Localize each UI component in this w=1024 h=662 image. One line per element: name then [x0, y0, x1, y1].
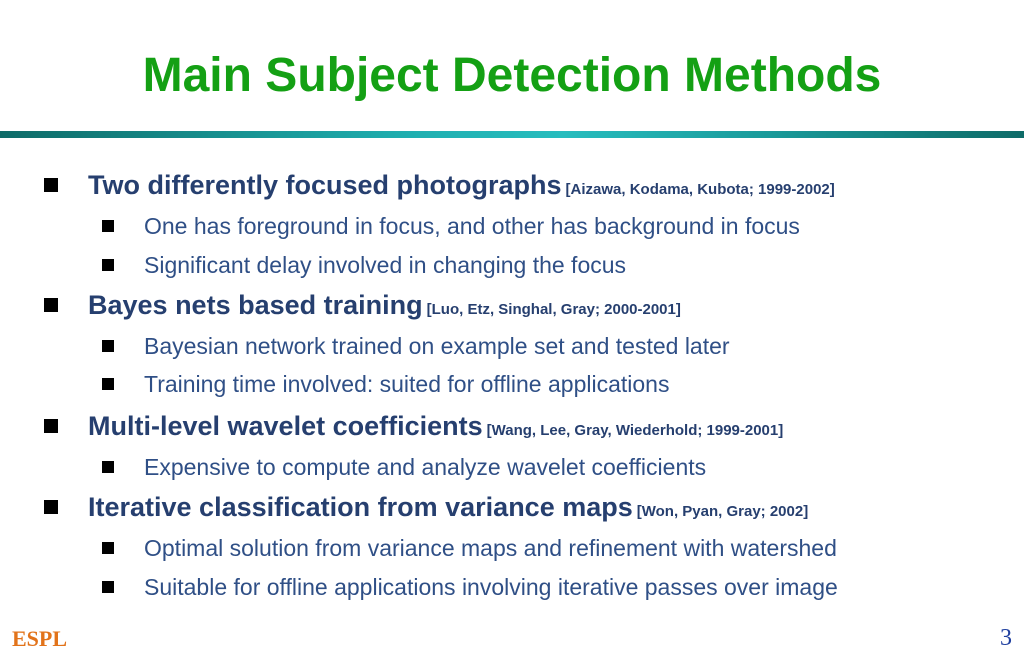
square-bullet-icon	[102, 542, 114, 554]
bullet-item-reference: [Wang, Lee, Gray, Wiederhold; 1999-2001]	[486, 422, 784, 439]
square-bullet-icon	[44, 298, 58, 312]
bullet-item-text: Iterative classification from variance maps	[88, 492, 633, 522]
square-bullet-icon	[102, 581, 114, 593]
sub-bullet-item-text: Training time involved: suited for offline applications	[144, 371, 670, 397]
bullet-item-reference: [Luo, Etz, Singhal, Gray; 2000-2001]	[426, 301, 681, 318]
bullet-item-text: Bayes nets based training	[88, 290, 423, 320]
sub-bullet-item-text: One has foreground in focus, and other has background in focus	[144, 213, 800, 239]
bullet-item-text: Multi-level wavelet coefficients	[88, 411, 483, 441]
sub-bullet-item-text: Expensive to compute and analyze wavelet coefficients	[144, 454, 707, 480]
square-bullet-icon	[44, 419, 58, 433]
square-bullet-icon	[44, 178, 58, 192]
title-divider	[0, 131, 1024, 138]
bullet-item-reference: [Aizawa, Kodama, Kubota; 1999-2002]	[565, 181, 835, 198]
square-bullet-icon	[102, 340, 114, 352]
slide-title: Main Subject Detection Methods	[142, 49, 882, 102]
square-bullet-icon	[44, 500, 58, 514]
square-bullet-icon	[102, 461, 114, 473]
sub-bullet-item-text: Optimal solution from variance maps and refinement with watershed	[144, 535, 837, 561]
sub-bullet-item-text: Suitable for offline applications involving iterative passes over image	[144, 574, 838, 600]
page-number: 3	[1000, 625, 1012, 651]
bullet-item-text: Two differently focused photographs	[88, 170, 562, 200]
square-bullet-icon	[102, 259, 114, 271]
espl-logo: ESPL	[12, 626, 68, 651]
square-bullet-icon	[102, 220, 114, 232]
square-bullet-icon	[102, 378, 114, 390]
sub-bullet-item-text: Bayesian network trained on example set and tested later	[144, 333, 730, 359]
bullet-item-reference: [Won, Pyan, Gray; 2002]	[636, 503, 809, 520]
sub-bullet-item-text: Significant delay involved in changing the focus	[144, 252, 627, 278]
